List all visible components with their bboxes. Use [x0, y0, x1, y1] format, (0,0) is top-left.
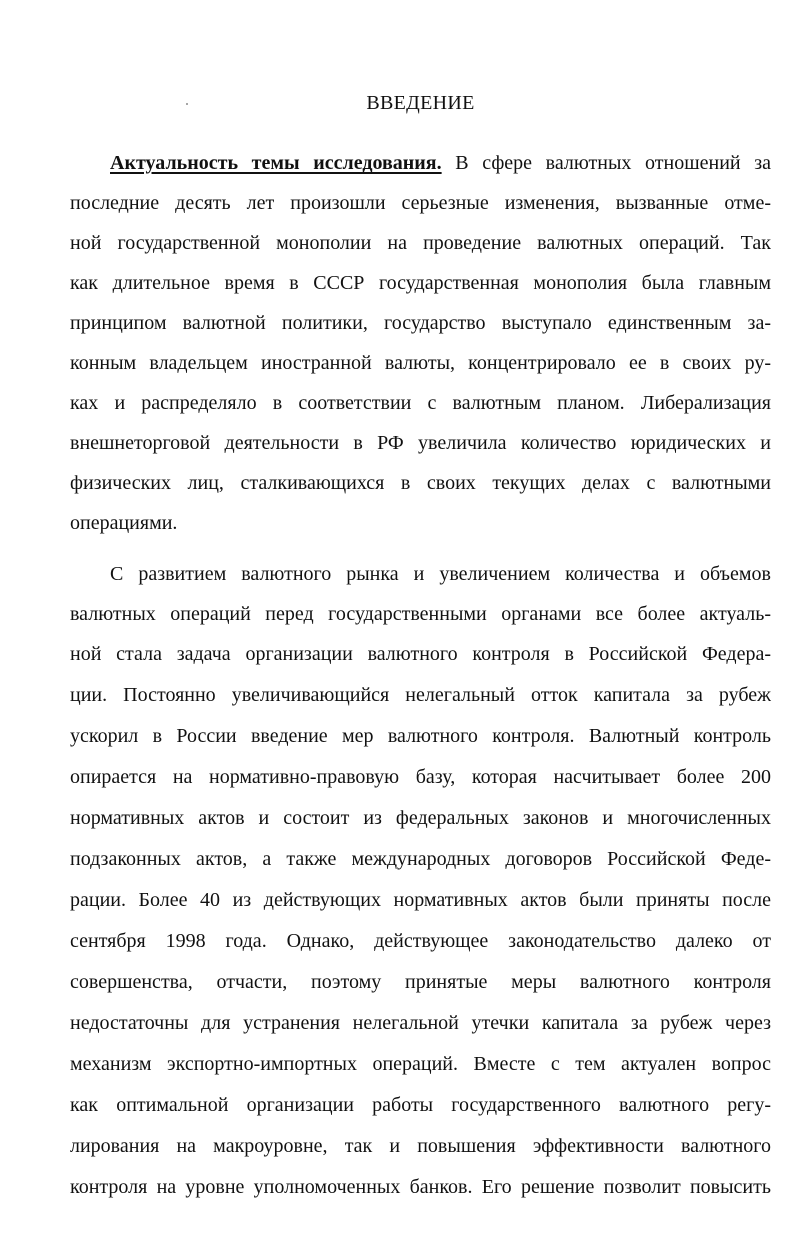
paragraph-2-line: контроля на уровне уполномоченных банков. Его решение позволит повысить	[70, 1176, 771, 1198]
paragraph-2-line: рации. Более 40 из действующих нормативных актов были приняты после	[70, 889, 771, 911]
paragraph-1-line: конным владельцем иностранной валюты, концентрировало ее в своих ру-	[70, 352, 771, 374]
section-heading: Актуальность темы исследования.	[110, 152, 442, 174]
paragraph-2-line: совершенства, отчасти, поэтому принятые меры валютного контроля	[70, 971, 771, 993]
paragraph-2-line: валютных операций перед государственными органами все более актуаль-	[70, 603, 771, 625]
paragraph-2-line: лирования на макроуровне, так и повышения эффективности валютного	[70, 1135, 771, 1157]
paragraph-1-line: ной государственной монополии на проведение валютных операций. Так	[70, 232, 771, 254]
paragraph-2-line: ной стала задача организации валютного контроля в Российской Федера-	[70, 643, 771, 665]
paragraph-1-line: последние десять лет произошли серьезные изменения, вызванные отме-	[70, 192, 771, 214]
paragraph-2-line: подзаконных актов, а также международных договоров Российской Феде-	[70, 848, 771, 870]
page-title: ВВЕДЕНИЕ	[366, 92, 475, 114]
paragraph-1-line: как длительное время в СССР государственная монополия была главным	[70, 272, 771, 294]
paragraph-2-line-1: С развитием валютного рынка и увеличением количества и объемов	[110, 563, 771, 585]
paragraph-1-line: физических лиц, сталкивающихся в своих текущих делах с валютными	[70, 472, 771, 494]
paragraph-2-line: опирается на нормативно-правовую базу, которая насчитывает более 200	[70, 766, 771, 788]
paragraph-1-line: операциями.	[70, 512, 178, 534]
paragraph-2-line: механизм экспортно-импортных операций. Вместе с тем актуален вопрос	[70, 1053, 771, 1075]
paragraph-2-line: недостаточны для устранения нелегальной утечки капитала за рубеж через	[70, 1012, 771, 1034]
paragraph-2-line: сентября 1998 года. Однако, действующее законодательство далеко от	[70, 930, 771, 952]
paragraph-1-line: внешнеторговой деятельности в РФ увеличила количество юридических и	[70, 432, 771, 454]
paragraph-1-line: принципом валютной политики, государство выступало единственным за-	[70, 312, 771, 334]
paragraph-1-line: ках и распределяло в соответствии с валютным планом. Либерализация	[70, 392, 771, 414]
paragraph-1-line-1-rest: В сфере валютных отношений за	[455, 152, 772, 174]
paragraph-2-line: ции. Постоянно увеличивающийся нелегальный отток капитала за рубеж	[70, 684, 771, 706]
paragraph-1-line-1	[110, 145, 771, 181]
paragraph-2-line: нормативных актов и состоит из федеральных законов и многочисленных	[70, 807, 771, 829]
scan-speck	[186, 103, 188, 105]
paragraph-2-line: ускорил в России введение мер валютного контроля. Валютный контроль	[70, 725, 771, 747]
paragraph-2-line: как оптимальной организации работы государственного валютного регу-	[70, 1094, 771, 1116]
